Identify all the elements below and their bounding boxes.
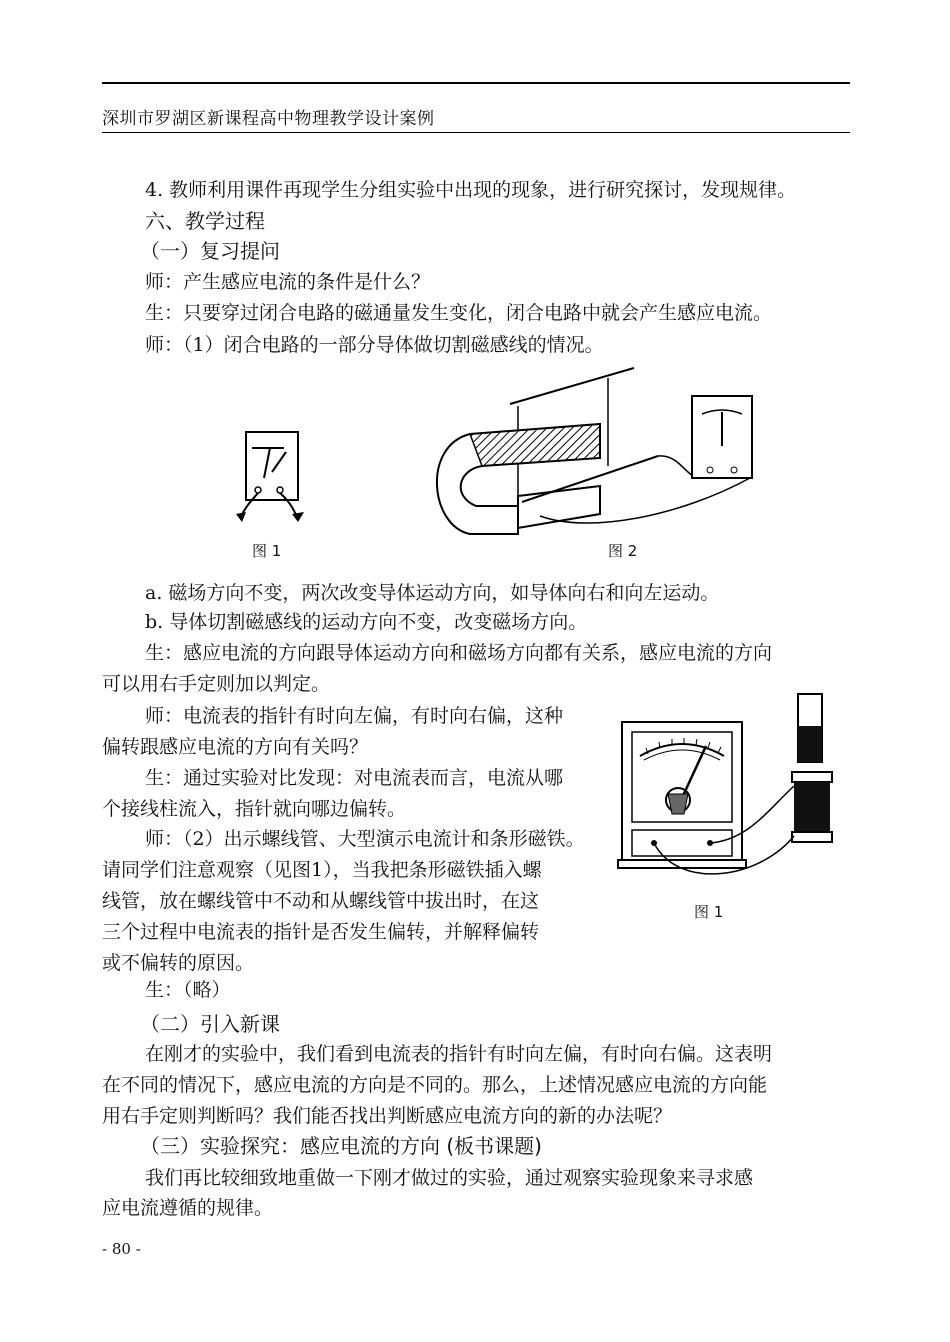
subsection-heading: （二）引入新课 bbox=[140, 1012, 280, 1036]
figure-demo-galvanometer-solenoid bbox=[618, 690, 854, 890]
paragraph-line: 4. 教师利用课件再现学生分组实验中出现的现象，进行研究探讨，发现规律。 bbox=[145, 179, 797, 201]
subsection-heading: （三）实验探究：感应电流的方向 (板书课题) bbox=[140, 1134, 542, 1158]
paragraph-line: b. 导体切割磁感线的运动方向不变，改变磁场方向。 bbox=[145, 611, 588, 633]
paragraph-line: 生：只要穿过闭合电路的磁通量发生变化，闭合电路中就会产生感应电流。 bbox=[145, 302, 773, 324]
paragraph-line: 生：感应电流的方向跟导体运动方向和磁场方向都有关系，感应电流的方向 bbox=[145, 642, 773, 664]
paragraph-line: 生：通过实验对比发现：对电流表而言，电流从哪 bbox=[145, 767, 564, 789]
paragraph-line: 个接线柱流入，指针就向哪边偏转。 bbox=[102, 798, 407, 820]
page-header: 深圳市罗湖区新课程高中物理教学设计案例 bbox=[102, 109, 435, 129]
paragraph-line: 在不同的情况下，感应电流的方向是不同的。那么，上述情况感应电流的方向能 bbox=[102, 1074, 768, 1096]
figure-caption: 图 1 bbox=[252, 542, 282, 560]
paragraph-line: 师：（2）出示螺线管、大型演示电流计和条形磁铁。 bbox=[145, 828, 585, 850]
paragraph-line: 用右手定则判断吗？我们能否找出判断感应电流方向的新的办法呢？ bbox=[102, 1105, 673, 1127]
paragraph-line: 生：（略） bbox=[145, 979, 231, 1001]
paragraph-line: 师：产生感应电流的条件是什么？ bbox=[145, 271, 431, 293]
paragraph-line: 或不偏转的原因。 bbox=[102, 952, 255, 974]
subsection-heading: （一）复习提问 bbox=[140, 239, 280, 263]
paragraph-line: 偏转跟感应电流的方向有关吗？ bbox=[102, 736, 369, 758]
section-heading: 六、教学过程 bbox=[145, 209, 265, 233]
figure-magnet-conductor bbox=[430, 366, 760, 536]
paragraph-line: 三个过程中电流表的指针是否发生偏转，并解释偏转 bbox=[102, 921, 540, 943]
paragraph-line: 应电流遵循的规律。 bbox=[102, 1197, 274, 1219]
figure-galvanometer-small bbox=[232, 430, 322, 525]
paragraph-line: 在刚才的实验中，我们看到电流表的指针有时向左偏，有时向右偏。这表明 bbox=[145, 1043, 773, 1065]
paragraph-line: a. 磁场方向不变，两次改变导体运动方向，如导体向右和向左运动。 bbox=[145, 582, 720, 604]
paragraph-line: 师：（1）闭合电路的一部分导体做切割磁感线的情况。 bbox=[145, 334, 604, 356]
paragraph-line: 线管，放在螺线管中不动和从螺线管中拔出时，在这 bbox=[102, 890, 540, 912]
paragraph-line: 师：电流表的指针有时向左偏，有时向右偏，这种 bbox=[145, 705, 564, 727]
figure-caption: 图 2 bbox=[608, 542, 638, 560]
paragraph-line: 我们再比较细致地重做一下刚才做过的实验，通过观察实验现象来寻求感 bbox=[145, 1167, 754, 1189]
figure-caption: 图 1 bbox=[694, 903, 724, 921]
header-rule-bottom bbox=[102, 132, 850, 133]
header-rule-top bbox=[102, 82, 850, 84]
page-number: - 80 - bbox=[102, 1240, 141, 1258]
paragraph-line: 可以用右手定则加以判定。 bbox=[102, 673, 331, 695]
paragraph-line: 请同学们注意观察（见图1），当我把条形磁铁插入螺 bbox=[102, 859, 542, 881]
